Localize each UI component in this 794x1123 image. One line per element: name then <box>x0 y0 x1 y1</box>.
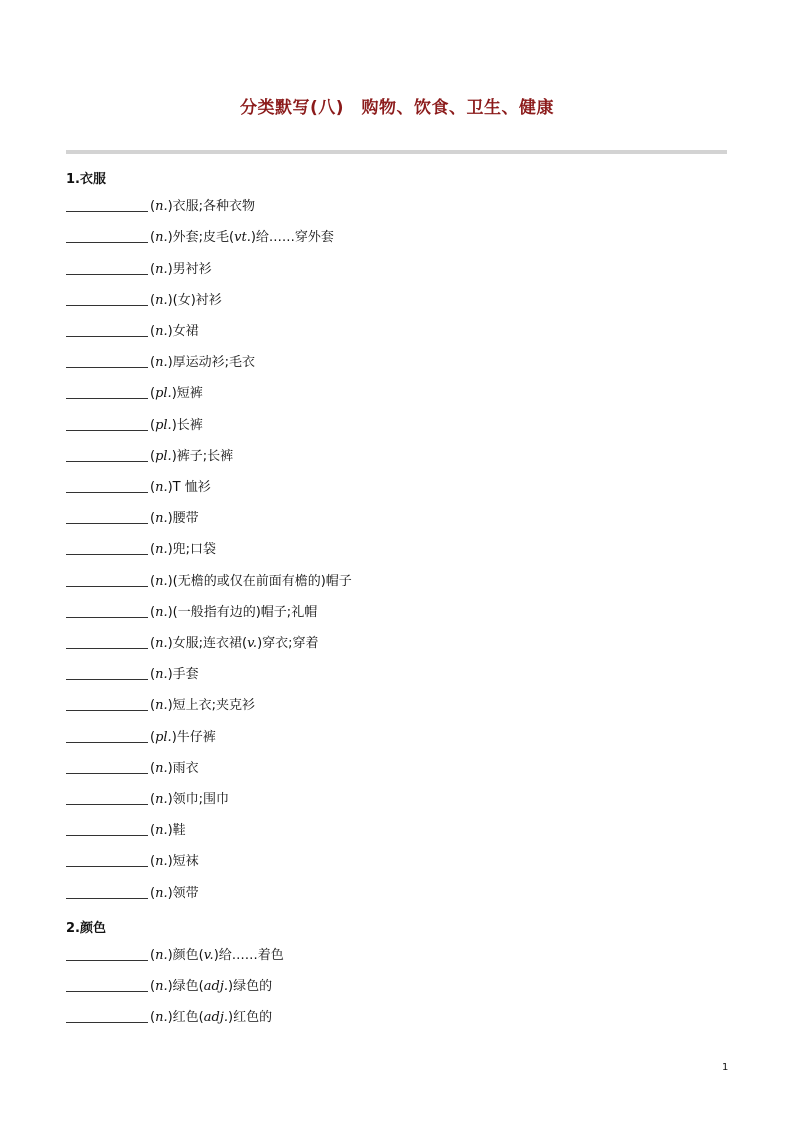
definition-text: )(女)衬衫 <box>167 292 222 308</box>
part-of-speech: pl. <box>155 417 172 433</box>
vocab-item <box>66 730 216 746</box>
vocab-item <box>66 324 199 340</box>
answer-blank[interactable] <box>66 355 148 368</box>
vocab-item <box>66 480 211 496</box>
definition-text: ( <box>150 542 156 558</box>
vocab-item <box>66 948 284 964</box>
part-of-speech: adj. <box>203 979 228 995</box>
vocab-item <box>66 386 203 402</box>
answer-blank[interactable] <box>66 792 148 805</box>
answer-blank[interactable] <box>66 698 148 711</box>
part-of-speech: adj. <box>203 1010 228 1026</box>
part-of-speech: vt. <box>234 230 251 246</box>
answer-blank[interactable] <box>66 511 148 524</box>
vocab-item <box>66 262 212 278</box>
part-of-speech: n. <box>155 760 168 776</box>
part-of-speech: n. <box>155 573 168 589</box>
definition-text: ( <box>150 792 156 807</box>
definition-text: )领带 <box>167 885 199 901</box>
definition-text: )T 恤衫 <box>167 480 211 495</box>
part-of-speech: n. <box>155 885 168 901</box>
part-of-speech: n. <box>155 511 168 527</box>
vocab-item <box>66 1010 272 1026</box>
part-of-speech: v. <box>247 636 258 651</box>
vocab-item <box>66 199 255 215</box>
definition-text: ( <box>150 355 156 371</box>
part-of-speech: n. <box>155 355 168 371</box>
definition-text: )外套;皮毛( <box>167 230 235 246</box>
part-of-speech: pl. <box>155 448 172 464</box>
answer-blank[interactable] <box>66 386 148 399</box>
definition-text: )牛仔裤 <box>171 729 216 745</box>
definition-text: ( <box>150 604 156 620</box>
definition-text: ( <box>150 324 156 339</box>
vocab-item <box>66 761 199 777</box>
part-of-speech: n. <box>155 854 168 870</box>
part-of-speech: n. <box>155 604 168 620</box>
definition-text: )给……穿外套 <box>250 230 334 246</box>
vocab-item <box>66 886 199 902</box>
definition-text: )手套 <box>167 667 199 683</box>
definition-text: )绿色的 <box>228 979 273 995</box>
vocab-item <box>66 979 272 995</box>
part-of-speech: n. <box>155 1010 168 1026</box>
part-of-speech: n. <box>155 261 168 277</box>
vocab-item <box>66 542 216 558</box>
answer-blank[interactable] <box>66 761 148 774</box>
answer-blank[interactable] <box>66 823 148 836</box>
section-heading: 2.颜色 <box>66 920 106 936</box>
vocab-item <box>66 418 203 434</box>
definition-text: )腰带 <box>167 511 199 527</box>
answer-blank[interactable] <box>66 542 148 555</box>
definition-text: ( <box>150 230 156 246</box>
page-title: 分类默写(八) 购物、饮食、卫生、健康 <box>239 98 555 118</box>
definition-text: )穿衣;穿着 <box>257 636 319 651</box>
vocab-item <box>66 823 186 839</box>
answer-blank[interactable] <box>66 293 148 306</box>
definition-text: )(无檐的或仅在前面有檐的)帽子 <box>167 573 352 589</box>
part-of-speech: pl. <box>155 729 172 745</box>
answer-blank[interactable] <box>66 574 148 587</box>
part-of-speech: n. <box>155 948 168 963</box>
answer-blank[interactable] <box>66 418 148 431</box>
definition-text: )红色( <box>167 1010 204 1026</box>
vocab-item <box>66 667 199 683</box>
answer-blank[interactable] <box>66 730 148 743</box>
definition-text: ( <box>150 199 156 215</box>
answer-blank[interactable] <box>66 1010 148 1023</box>
part-of-speech: n. <box>155 230 168 246</box>
definition-text: ( <box>150 448 156 464</box>
definition-text: ( <box>150 480 156 495</box>
answer-blank[interactable] <box>66 636 148 649</box>
definition-text: ( <box>150 573 156 589</box>
title-divider <box>66 150 727 154</box>
answer-blank[interactable] <box>66 480 148 493</box>
vocab-item <box>66 636 319 652</box>
part-of-speech: n. <box>155 480 168 495</box>
answer-blank[interactable] <box>66 449 148 462</box>
definition-text: )衣服;各种衣物 <box>167 199 256 215</box>
answer-blank[interactable] <box>66 948 148 961</box>
definition-text: )鞋 <box>167 823 186 839</box>
definition-text: )兜;口袋 <box>167 542 217 558</box>
definition-text: ( <box>150 979 156 995</box>
definition-text: )雨衣 <box>167 760 199 776</box>
vocab-item <box>66 792 229 808</box>
definition-text: ( <box>150 636 156 651</box>
answer-blank[interactable] <box>66 886 148 899</box>
definition-text: ( <box>150 885 156 901</box>
part-of-speech: n. <box>155 636 168 651</box>
definition-text: )女裙 <box>167 324 199 339</box>
definition-text: )厚运动衫;毛衣 <box>167 355 256 371</box>
vocab-item <box>66 698 255 714</box>
vocab-item <box>66 230 334 246</box>
answer-blank[interactable] <box>66 854 148 867</box>
part-of-speech: n. <box>155 324 168 339</box>
answer-blank[interactable] <box>66 605 148 618</box>
definition-text: )短裤 <box>171 386 203 402</box>
definition-text: )裤子;长裤 <box>171 448 234 464</box>
definition-text: )颜色( <box>167 948 204 963</box>
vocab-item <box>66 355 255 371</box>
definition-text: )短上衣;夹克衫 <box>167 698 256 714</box>
part-of-speech: n. <box>155 542 168 558</box>
definition-text: ( <box>150 948 156 963</box>
definition-text: ( <box>150 261 156 277</box>
definition-text: ( <box>150 729 156 745</box>
vocab-item <box>66 605 317 621</box>
answer-blank[interactable] <box>66 979 148 992</box>
definition-text: )短袜 <box>167 854 199 870</box>
definition-text: ( <box>150 417 156 433</box>
part-of-speech: n. <box>155 199 168 215</box>
definition-text: )女服;连衣裙( <box>167 636 248 651</box>
definition-text: ( <box>150 511 156 527</box>
part-of-speech: n. <box>155 979 168 995</box>
definition-text: )绿色( <box>167 979 204 995</box>
definition-text: ( <box>150 292 156 308</box>
definition-text: )红色的 <box>228 1010 273 1026</box>
answer-blank[interactable] <box>66 324 148 337</box>
definition-text: ( <box>150 823 156 839</box>
part-of-speech: n. <box>155 698 168 714</box>
part-of-speech: n. <box>155 792 168 807</box>
definition-text: )(一般指有边的)帽子;礼帽 <box>167 604 318 620</box>
definition-text: ( <box>150 667 156 683</box>
definition-text: ( <box>150 698 156 714</box>
definition-text: )领巾;围巾 <box>167 792 230 807</box>
part-of-speech: n. <box>155 292 168 308</box>
vocab-item <box>66 293 222 309</box>
definition-text: )给……着色 <box>213 948 284 963</box>
answer-blank[interactable] <box>66 199 148 212</box>
answer-blank[interactable] <box>66 230 148 243</box>
vocab-item <box>66 511 199 527</box>
definition-text: ( <box>150 760 156 776</box>
definition-text: )长裤 <box>171 417 203 433</box>
answer-blank[interactable] <box>66 667 148 680</box>
page-number: 1 <box>722 1062 729 1073</box>
part-of-speech: n. <box>155 823 168 839</box>
definition-text: ( <box>150 1010 156 1026</box>
vocab-item <box>66 574 352 590</box>
part-of-speech: n. <box>155 667 168 683</box>
answer-blank[interactable] <box>66 262 148 275</box>
section-heading: 1.衣服 <box>66 172 106 187</box>
part-of-speech: pl. <box>155 386 172 402</box>
definition-text: ( <box>150 854 156 870</box>
definition-text: ( <box>150 386 156 402</box>
vocab-item <box>66 854 199 870</box>
definition-text: )男衬衫 <box>167 261 212 277</box>
vocab-item <box>66 449 233 465</box>
part-of-speech: v. <box>203 948 214 963</box>
